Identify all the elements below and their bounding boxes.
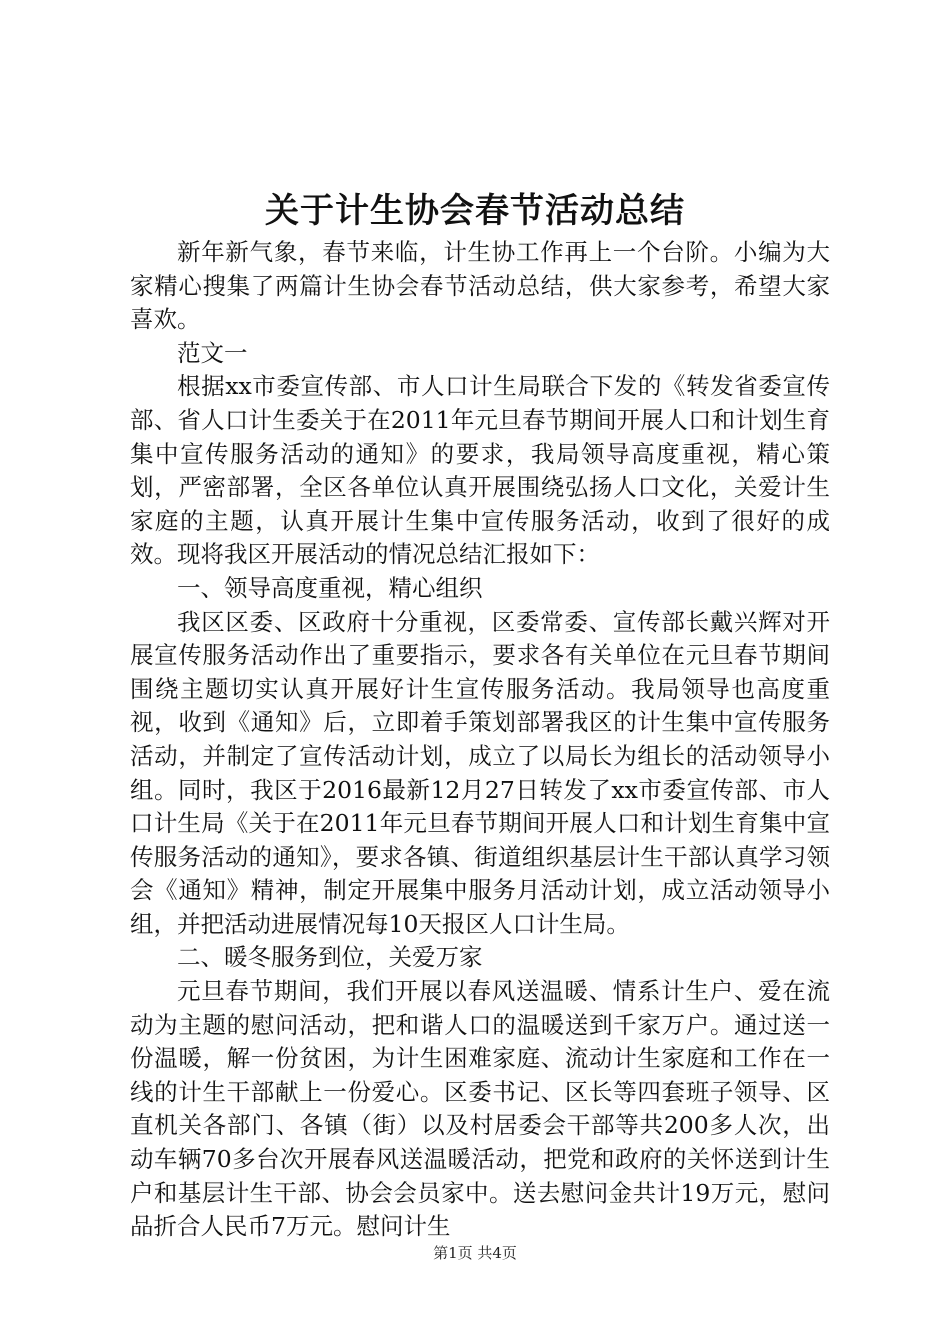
sample-heading: 范文一 xyxy=(177,338,248,367)
body-paragraph: 根据xx市委宣传部、市人口计生局联合下发的《转发省委宣传部、省人口计生委关于在2011年元旦春节期间开展人口和计划生育集中宣传服务活动的通知》的要求，我局领导高度重视，精心策划，严密部署，全区各单位认真开展围绕弘扬人口文化，关爱计生家庭的主题，认真开展计生集中宣传服务活动，收到了很好的成效。现将我区开展活动的情况总结汇报如下： xyxy=(130,372,830,569)
document-title: 关于计生协会春节活动总结 xyxy=(265,191,685,231)
page-footer: 第1页 共4页 xyxy=(433,1244,517,1262)
body-paragraph: 我区区委、区政府十分重视，区委常委、宣传部长戴兴辉对开展宣传服务活动作出了重要指示，要求各有关单位在元旦春节期间围绕主题切实认真开展好计生宣传服务活动。我局领导也高度重视，收到《通知》后，立即着手策划部署我区的计生集中宣传服务活动，并制定了宣传活动计划，成立了以局长为组长的活动领导小组。同时，我区于2016最新12月27日转发了xx市委宣传部、市人口计生局《关于在2011年元旦春节期间开展人口和计划生育集中宣传服务活动的通知》，要求各镇、街道组织基层计生干部认真学习领会《通知》精神，制定开展集中服务月活动计划，成立活动领导小组，并把活动进展情况每10天报区人口计生局。 xyxy=(130,607,830,938)
document-body xyxy=(130,236,830,1244)
section-heading: 二、暖冬服务到位，关爱万家 xyxy=(177,943,483,972)
body-paragraph: 元旦春节期间，我们开展以春风送温暖、情系计生户、爱在流动为主题的慰问活动，把和谐人口的温暖送到千家万户。通过送一份温暖，解一份贫困，为计生困难家庭、流动计生家庭和工作在一线的计生干部献上一份爱心。区委书记、区长等四套班子领导、区直机关各部门、各镇（街）以及村居委会干部等共200多人次，出动车辆70多台次开展春风送温暖活动，把党和政府的关怀送到计生户和基层计生干部、协会会员家中。送去慰问金共计19万元，慰问品折合人民币7万元。慰问计生 xyxy=(130,977,830,1241)
section-heading: 一、领导高度重视，精心组织 xyxy=(177,573,483,602)
intro-paragraph: 新年新气象，春节来临，计生协工作再上一个台阶。小编为大家精心搜集了两篇计生协会春节活动总结，供大家参考，希望大家喜欢。 xyxy=(130,238,830,334)
